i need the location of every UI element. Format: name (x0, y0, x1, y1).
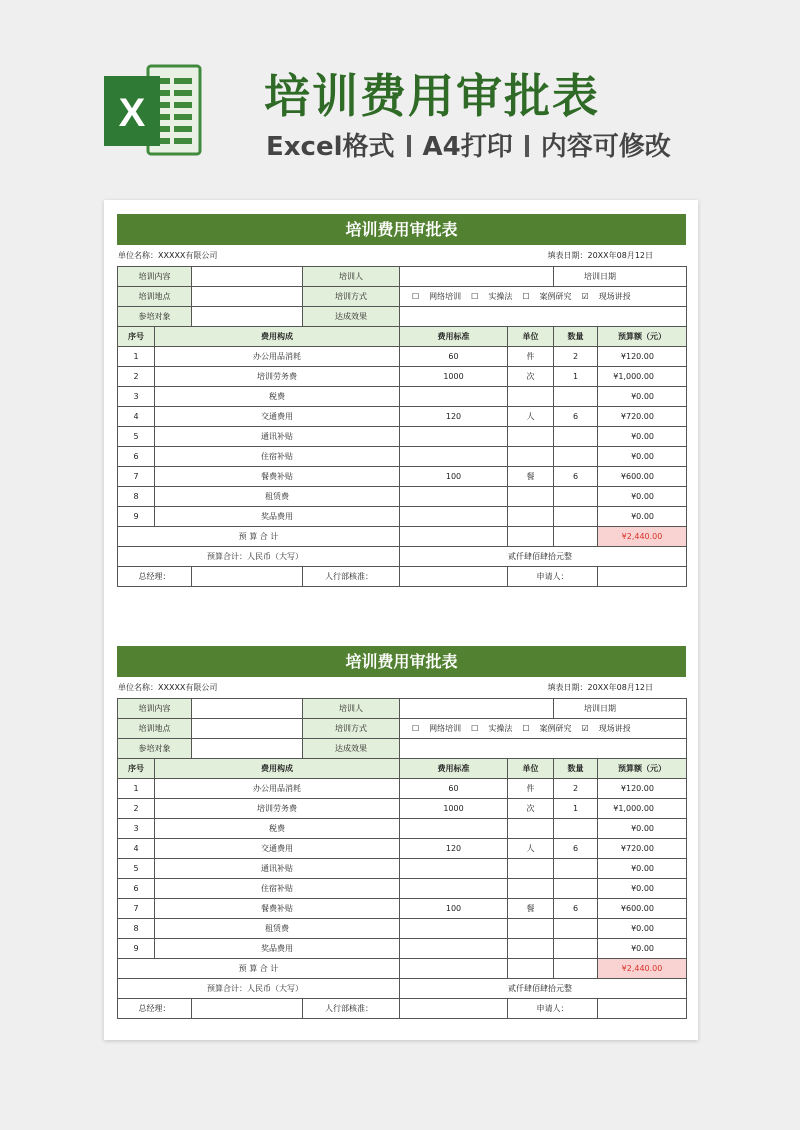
col-item: 费用构成 (155, 759, 400, 779)
row-no: 3 (118, 819, 155, 839)
row-qty (554, 387, 598, 407)
row-item: 餐费补贴 (155, 467, 400, 487)
label-participants: 参培对象 (118, 739, 192, 759)
checkbox-icon[interactable]: ☐ (522, 724, 530, 733)
method-options (400, 287, 687, 307)
label-method: 培训方式 (303, 287, 400, 307)
row-unit (508, 447, 554, 467)
row-standard (400, 507, 508, 527)
row-standard: 100 (400, 899, 508, 919)
row-budget: ¥120.00 (598, 779, 687, 799)
row-standard (400, 427, 508, 447)
dept-field[interactable] (400, 999, 508, 1019)
row-qty: 6 (554, 407, 598, 427)
subtitle-print: A4打印 (422, 132, 513, 162)
row-qty: 2 (554, 347, 598, 367)
signature-row (118, 999, 687, 1019)
row-budget: ¥0.00 (598, 427, 687, 447)
row-budget: ¥0.00 (598, 487, 687, 507)
row-unit: 件 (508, 347, 554, 367)
logo-letter: X (118, 91, 146, 135)
capital-row (118, 979, 687, 999)
checked-box-icon[interactable]: ☑ (581, 292, 589, 301)
table-row (118, 859, 687, 879)
row-standard: 100 (400, 467, 508, 487)
separator-icon (525, 135, 529, 157)
total-value: ¥2,440.00 (598, 959, 687, 979)
row-unit: 人 (508, 407, 554, 427)
gm-label: 总经理： (118, 999, 192, 1019)
row-budget: ¥0.00 (598, 819, 687, 839)
capital-value: 贰仟肆佰肆拾元整 (400, 979, 687, 999)
row-qty (554, 427, 598, 447)
method-option-label: 网络培训 (429, 292, 462, 301)
table-row (118, 287, 687, 307)
label-location: 培训地点 (118, 287, 192, 307)
row-item: 奖品费用 (155, 507, 400, 527)
table-row (118, 367, 687, 387)
row-budget: ¥1,000.00 (598, 799, 687, 819)
row-standard: 60 (400, 347, 508, 367)
method-option-label: 实操法 (488, 292, 513, 301)
row-unit (508, 427, 554, 447)
col-standard: 费用标准 (400, 759, 508, 779)
trainer-field[interactable] (400, 699, 554, 719)
expense-rows (118, 779, 687, 959)
table-row (118, 347, 687, 367)
row-item: 办公用品消耗 (155, 347, 400, 367)
method-option-label: 现场讲授 (598, 292, 631, 301)
table-row (118, 487, 687, 507)
row-budget: ¥0.00 (598, 939, 687, 959)
checked-box-icon[interactable]: ☑ (581, 724, 589, 733)
row-no: 1 (118, 779, 155, 799)
participants-field[interactable] (192, 307, 303, 327)
table-row (118, 447, 687, 467)
applicant-label: 申请人： (508, 567, 598, 587)
row-qty: 6 (554, 467, 598, 487)
row-qty (554, 819, 598, 839)
table-row (118, 467, 687, 487)
col-no: 序号 (118, 327, 155, 347)
applicant-field[interactable] (598, 999, 687, 1019)
method-option-label: 现场讲授 (598, 724, 631, 733)
row-unit (508, 859, 554, 879)
row-no: 6 (118, 447, 155, 467)
method-option[interactable] (522, 723, 577, 734)
row-budget: ¥1,000.00 (598, 367, 687, 387)
row-unit (508, 819, 554, 839)
col-qty: 数量 (554, 759, 598, 779)
row-no: 2 (118, 799, 155, 819)
dept-label: 人行部核准： (303, 567, 400, 587)
row-unit (508, 387, 554, 407)
total-label: 预 算 合 计 (118, 959, 400, 979)
excel-logo-icon (104, 62, 202, 158)
method-option[interactable] (522, 291, 577, 302)
table-row (118, 839, 687, 859)
company-name: 单位名称：XXXXX有限公司 (118, 251, 218, 260)
row-item: 奖品费用 (155, 939, 400, 959)
table-row (118, 739, 687, 759)
checkbox-icon[interactable]: ☐ (412, 724, 420, 733)
row-qty: 2 (554, 779, 598, 799)
row-no: 6 (118, 879, 155, 899)
row-no: 9 (118, 507, 155, 527)
row-item: 住宿补贴 (155, 879, 400, 899)
checkbox-icon[interactable]: ☐ (471, 292, 479, 301)
table-row (118, 919, 687, 939)
checkbox-icon[interactable]: ☐ (522, 292, 530, 301)
row-unit (508, 939, 554, 959)
row-qty (554, 507, 598, 527)
dept-field[interactable] (400, 567, 508, 587)
row-item: 培训劳务费 (155, 367, 400, 387)
applicant-label: 申请人： (508, 999, 598, 1019)
row-qty (554, 487, 598, 507)
capital-row (118, 547, 687, 567)
col-qty: 数量 (554, 327, 598, 347)
col-budget: 预算额（元） (598, 327, 687, 347)
approval-form (117, 646, 686, 1019)
row-standard: 1000 (400, 367, 508, 387)
label-effect: 达成效果 (303, 739, 400, 759)
location-field[interactable] (192, 287, 303, 307)
row-item: 交通费用 (155, 839, 400, 859)
row-budget: ¥0.00 (598, 879, 687, 899)
table-row (118, 307, 687, 327)
method-option[interactable] (412, 291, 467, 302)
col-budget: 预算额（元） (598, 759, 687, 779)
row-budget: ¥0.00 (598, 859, 687, 879)
row-no: 4 (118, 839, 155, 859)
trainer-field[interactable] (400, 267, 554, 287)
row-qty (554, 447, 598, 467)
row-item: 租赁费 (155, 487, 400, 507)
label-date: 培训日期 (554, 699, 687, 719)
method-option-label: 实操法 (488, 724, 513, 733)
row-unit: 次 (508, 367, 554, 387)
gm-field[interactable] (192, 567, 303, 587)
label-location: 培训地点 (118, 719, 192, 739)
row-standard (400, 919, 508, 939)
label-trainer: 培训人 (303, 699, 400, 719)
row-no: 5 (118, 859, 155, 879)
approval-form (117, 214, 686, 587)
label-date: 培训日期 (554, 267, 687, 287)
fill-date: 填表日期：20XX年08月12日 (547, 683, 653, 692)
row-unit (508, 487, 554, 507)
method-option-label: 案例研究 (539, 292, 572, 301)
row-no: 5 (118, 427, 155, 447)
dept-label: 人行部核准： (303, 999, 400, 1019)
content-field[interactable] (192, 699, 303, 719)
table-row (118, 939, 687, 959)
row-item: 交通费用 (155, 407, 400, 427)
row-standard (400, 447, 508, 467)
capital-label: 预算合计：人民币（大写） (118, 979, 400, 999)
label-content: 培训内容 (118, 699, 192, 719)
row-unit (508, 919, 554, 939)
applicant-field[interactable] (598, 567, 687, 587)
method-option[interactable] (412, 723, 467, 734)
row-budget: ¥600.00 (598, 467, 687, 487)
effect-field[interactable] (400, 739, 687, 759)
participants-field[interactable] (192, 739, 303, 759)
row-standard (400, 879, 508, 899)
gm-label: 总经理： (118, 567, 192, 587)
capital-label: 预算合计：人民币（大写） (118, 547, 400, 567)
row-budget: ¥0.00 (598, 919, 687, 939)
method-option[interactable] (582, 291, 637, 302)
method-option[interactable] (471, 291, 518, 302)
row-budget: ¥720.00 (598, 839, 687, 859)
signature-row (118, 567, 687, 587)
table-row (118, 407, 687, 427)
col-item: 费用构成 (155, 327, 400, 347)
row-standard: 60 (400, 779, 508, 799)
company-name: 单位名称：XXXXX有限公司 (118, 683, 218, 692)
col-standard: 费用标准 (400, 327, 508, 347)
table-row (118, 899, 687, 919)
row-qty: 1 (554, 799, 598, 819)
capital-value: 贰仟肆佰肆拾元整 (400, 547, 687, 567)
row-standard: 120 (400, 407, 508, 427)
row-budget: ¥600.00 (598, 899, 687, 919)
checkbox-icon[interactable]: ☐ (412, 292, 420, 301)
expense-rows (118, 347, 687, 527)
col-no: 序号 (118, 759, 155, 779)
row-no: 4 (118, 407, 155, 427)
page-subtitle (266, 126, 671, 163)
row-qty (554, 919, 598, 939)
row-item: 税费 (155, 387, 400, 407)
row-standard (400, 487, 508, 507)
document-sheet (104, 200, 698, 1040)
row-unit: 次 (508, 799, 554, 819)
row-unit: 件 (508, 779, 554, 799)
row-unit (508, 879, 554, 899)
separator-icon (407, 135, 411, 157)
approval-table (117, 266, 687, 587)
row-standard (400, 939, 508, 959)
location-field[interactable] (192, 719, 303, 739)
subtitle-editable: 内容可修改 (540, 132, 671, 162)
row-item: 餐费补贴 (155, 899, 400, 919)
method-option-label: 案例研究 (539, 724, 572, 733)
row-standard (400, 819, 508, 839)
table-row (118, 699, 687, 719)
approval-table (117, 698, 687, 1019)
label-participants: 参培对象 (118, 307, 192, 327)
row-budget: ¥0.00 (598, 387, 687, 407)
row-unit: 餐 (508, 899, 554, 919)
row-no: 1 (118, 347, 155, 367)
label-effect: 达成效果 (303, 307, 400, 327)
row-no: 2 (118, 367, 155, 387)
method-option-label: 网络培训 (429, 724, 462, 733)
row-standard (400, 859, 508, 879)
row-standard: 1000 (400, 799, 508, 819)
fill-date: 填表日期：20XX年08月12日 (547, 251, 653, 260)
row-item: 通讯补贴 (155, 859, 400, 879)
gm-field[interactable] (192, 999, 303, 1019)
row-no: 9 (118, 939, 155, 959)
row-standard: 120 (400, 839, 508, 859)
row-item: 住宿补贴 (155, 447, 400, 467)
col-unit: 单位 (508, 759, 554, 779)
table-row (118, 779, 687, 799)
row-qty (554, 879, 598, 899)
total-row (118, 959, 687, 979)
content-field[interactable] (192, 267, 303, 287)
table-row (118, 719, 687, 739)
subtitle-format: Excel格式 (266, 132, 395, 162)
row-budget: ¥0.00 (598, 447, 687, 467)
table-row (118, 267, 687, 287)
checkbox-icon[interactable]: ☐ (471, 724, 479, 733)
row-no: 7 (118, 899, 155, 919)
row-qty: 6 (554, 899, 598, 919)
table-header (118, 327, 687, 347)
row-item: 培训劳务费 (155, 799, 400, 819)
row-item: 通讯补贴 (155, 427, 400, 447)
row-no: 8 (118, 919, 155, 939)
row-standard (400, 387, 508, 407)
row-item: 租赁费 (155, 919, 400, 939)
table-header (118, 759, 687, 779)
table-row (118, 427, 687, 447)
total-value: ¥2,440.00 (598, 527, 687, 547)
form-info-row (117, 677, 686, 698)
page-title: 培训费用审批表 (264, 69, 600, 123)
table-row (118, 819, 687, 839)
row-item: 办公用品消耗 (155, 779, 400, 799)
row-qty (554, 939, 598, 959)
table-row (118, 879, 687, 899)
row-budget: ¥0.00 (598, 507, 687, 527)
form-title: 培训费用审批表 (117, 214, 686, 245)
form-title: 培训费用审批表 (117, 646, 686, 677)
method-option[interactable] (582, 723, 637, 734)
effect-field[interactable] (400, 307, 687, 327)
row-item: 税费 (155, 819, 400, 839)
row-budget: ¥720.00 (598, 407, 687, 427)
total-label: 预 算 合 计 (118, 527, 400, 547)
row-budget: ¥120.00 (598, 347, 687, 367)
row-qty (554, 859, 598, 879)
label-content: 培训内容 (118, 267, 192, 287)
row-unit: 餐 (508, 467, 554, 487)
form-info-row (117, 245, 686, 266)
total-row (118, 527, 687, 547)
row-qty: 6 (554, 839, 598, 859)
row-unit (508, 507, 554, 527)
table-row (118, 507, 687, 527)
row-no: 8 (118, 487, 155, 507)
row-qty: 1 (554, 367, 598, 387)
label-method: 培训方式 (303, 719, 400, 739)
label-trainer: 培训人 (303, 267, 400, 287)
row-no: 3 (118, 387, 155, 407)
method-options (400, 719, 687, 739)
col-unit: 单位 (508, 327, 554, 347)
row-no: 7 (118, 467, 155, 487)
method-option[interactable] (471, 723, 518, 734)
row-unit: 人 (508, 839, 554, 859)
table-row (118, 799, 687, 819)
table-row (118, 387, 687, 407)
